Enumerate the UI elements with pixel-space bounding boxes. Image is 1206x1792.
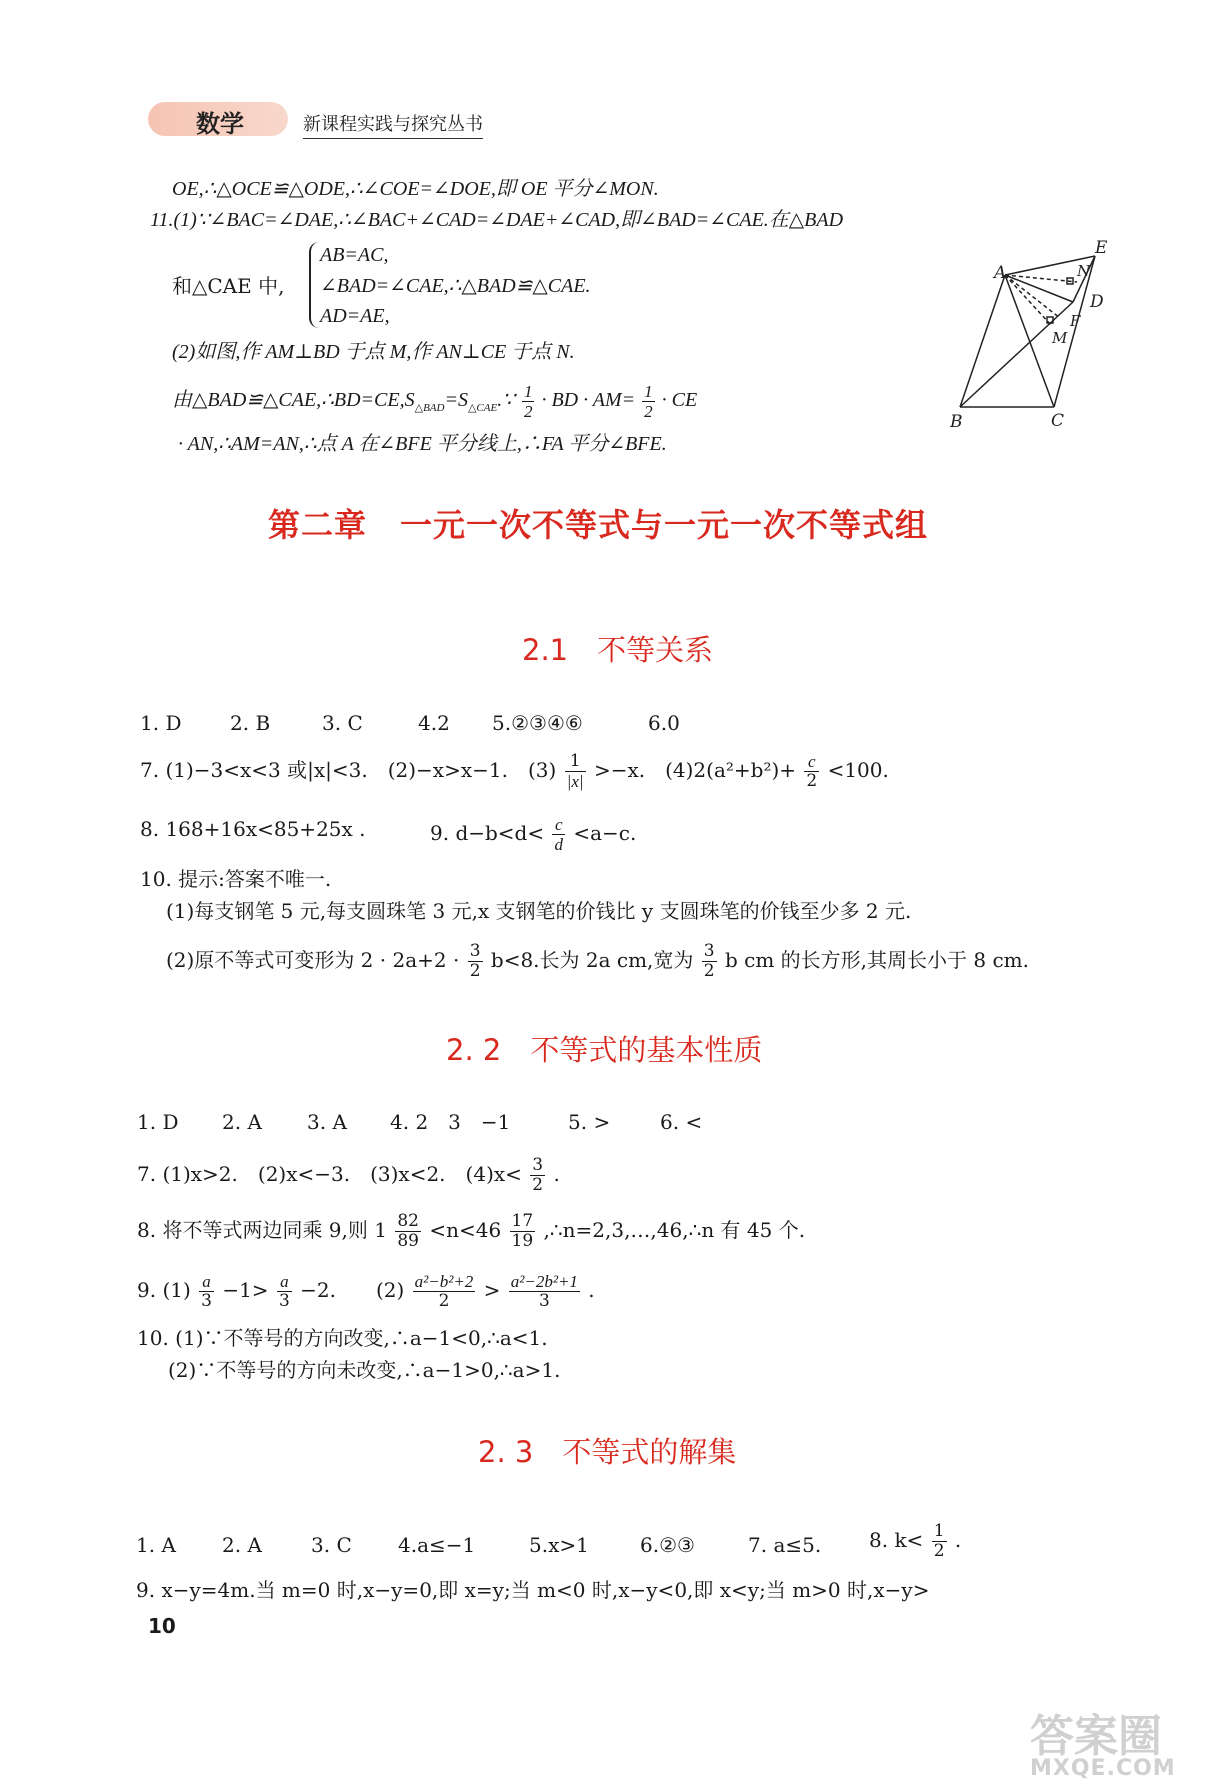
section-2-1-title: 2.1 不等关系 — [522, 633, 714, 667]
fig-label-b: B — [950, 412, 963, 432]
section-2-3-title: 2. 3 不等式的解集 — [478, 1435, 737, 1469]
fig-label-m: M — [1052, 329, 1068, 347]
s21-q10-1: (1)每支钢笔 5 元,每支圆珠笔 3 元,x 支钢笔的价钱比 y 支圆珠笔的价钱至少多 2 元. — [166, 899, 912, 923]
s22-q10-1: 10. (1)∵不等号的方向改变,∴a−1<0,∴a<1. — [137, 1326, 548, 1350]
s23-answer-6: 6.②③ — [640, 1533, 695, 1557]
header-series: 新课程实践与探究丛书 — [303, 110, 483, 139]
s23-answer-7: 7. a≤5. — [748, 1533, 822, 1557]
s22-answer-6: 6. < — [660, 1110, 703, 1134]
s22-q8: 8. 将不等式两边同乘 9,则 1 $\frac{82}{89}$ <n<46 $\frac{17}{19}$ ,∴n=2,3,…,46,∴n 有 45 个. — [137, 1211, 806, 1251]
fig-label-e: E — [1095, 238, 1108, 258]
ch1-q11-part2: (2)如图,作 AM⊥BD 于点 M,作 AN⊥CE 于点 N. — [172, 341, 575, 363]
fig-label-n: N — [1077, 262, 1091, 280]
s21-answer-6: 6.0 — [648, 711, 680, 735]
s22-q9: 9. (1) $\frac{a}{3}$ −1> $\frac{a}{3}$ −2. (2) $\frac{\text{a²−b²+2}}{2}$ > $\frac{\text{a²−2b²+1}}{3}$ . — [137, 1272, 595, 1311]
fig-label-a: A — [994, 263, 1007, 283]
ch1-and-label: 和△CAE 中, — [172, 274, 285, 298]
page-number: 10 — [148, 1614, 176, 1638]
ch1-system-line2: ∠BAD=∠CAE,∴△BAD≌△CAE. — [320, 275, 591, 297]
s21-q7: 7. (1)−3<x<3 或|x|<3. (2)−x>x−1. (3) $\frac{1}{|x|}$ >−x. (4)2(a²+b²)+ $\frac{c}{2}$ <100. — [140, 751, 889, 791]
s21-answer-3: 3. C — [322, 711, 363, 735]
ch1-q11-part3: 由$\triangle BAD≌\triangle CAE,\therefore BD=CE,S_{\triangle BAD}=S_{\triangle CAE}.\because$ $\frac{1}{2}$ · BD · AM= $\frac{1}{2}$ · CE — [172, 382, 698, 421]
fig-label-d: D — [1090, 292, 1104, 312]
s23-q9: 9. x−y=4m.当 m=0 时,x−y=0,即 x=y;当 m<0 时,x−y<0,即 x<y;当 m>0 时,x−y> — [136, 1578, 930, 1602]
s22-answer-1: 1. D — [137, 1110, 179, 1134]
s23-answer-4: 4.a≤−1 — [398, 1533, 476, 1557]
ch1-q11-part1: 11.(1)∵∠BAC=∠DAE,∴∠BAC+∠CAD=∠DAE+∠CAD,即∠BAD=∠CAE.在△BAD — [150, 209, 844, 231]
section-2-2-title: 2. 2 不等式的基本性质 — [446, 1033, 763, 1067]
watermark-logo: 答案圈 — [1030, 1711, 1162, 1762]
s23-answer-1: 1. A — [136, 1533, 176, 1557]
fig-label-c: C — [1051, 411, 1065, 431]
s22-q10-2: (2)∵不等号的方向未改变,∴a−1>0,∴a>1. — [168, 1358, 561, 1382]
s22-answer-3: 3. A — [307, 1110, 347, 1134]
chapter-title: 第二章 一元一次不等式与一元一次不等式组 — [268, 506, 929, 544]
s22-answer-4: 4. 2 3 −1 — [390, 1110, 511, 1134]
s23-answer-3: 3. C — [311, 1533, 352, 1557]
s21-answer-5: 5.②③④⑥ — [492, 711, 583, 735]
fig-label-f: F — [1070, 312, 1081, 330]
watermark-url: MXQE.COM — [1030, 1756, 1176, 1781]
s21-q10-2: (2)原不等式可变形为 2 · 2a+2 · $\frac{3}{2}$ b<8.长为 2a cm,宽为 $\frac{3}{2}$ b cm 的长方形,其周长小于 8 cm. — [166, 941, 1029, 981]
header-subject: 数学 — [196, 110, 244, 138]
s21-q10: 10. 提示:答案不唯一. — [140, 867, 332, 891]
s23-answer-2: 2. A — [222, 1533, 262, 1557]
ch1-system-line1: AB=AC, — [320, 244, 389, 266]
s22-answer-2: 2. A — [222, 1110, 262, 1134]
s22-answer-5: 5. > — [568, 1110, 611, 1134]
s21-q8: 8. 168+16x<85+25x . — [140, 817, 366, 841]
s23-answer-8: 8. k< $\frac{1}{2}$ . — [869, 1521, 962, 1561]
s21-q9: 9. d−b<d< $\frac{c}{d}$ <a−c. — [430, 815, 637, 854]
ch1-q11-part4: · AN,∴AM=AN,∴点 A 在∠BFE 平分线上,∴FA 平分∠BFE. — [178, 433, 667, 455]
system-brace — [309, 242, 319, 328]
s21-answer-2: 2. B — [230, 711, 271, 735]
s23-answer-5: 5.x>1 — [529, 1533, 589, 1557]
s21-answer-4: 4.2 — [418, 711, 450, 735]
ch1-system-line3: AD=AE, — [320, 305, 390, 327]
geometry-figure — [950, 232, 1120, 432]
s22-q7: 7. (1)x>2. (2)x<−3. (3)x<2. (4)x< $\frac{3}{2}$ . — [137, 1155, 560, 1195]
ch1-line1: OE,∴△OCE≌△ODE,∴∠COE=∠DOE,即 OE 平分∠MON. — [172, 178, 659, 200]
s21-answer-1: 1. D — [140, 711, 182, 735]
